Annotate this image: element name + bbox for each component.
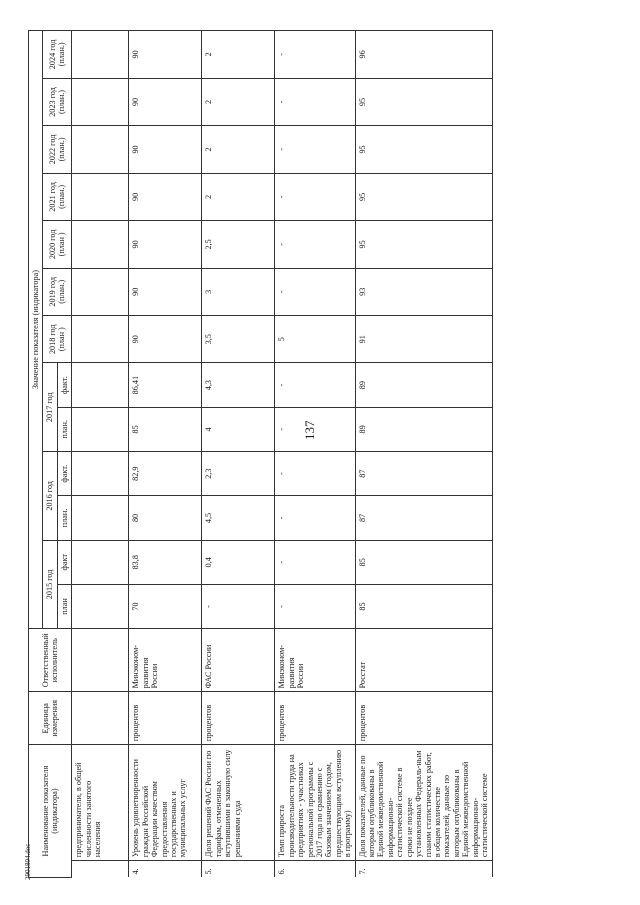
value-cell: 90 [129,268,202,315]
table-row [202,31,275,878]
header-2017-plan: план. [57,407,71,451]
value-cell: 96 [355,31,492,79]
indicators-table [28,30,493,878]
header-2015-plan: план [57,584,71,628]
table-row [275,31,355,878]
value-cell: 90 [129,173,202,220]
table-row [129,31,202,878]
value-cell: 2 [202,31,275,79]
indicator-name: Темп прироста производительности труда на предприятиях - участниках региональной программы с 2017 года по сравнению с базовым значением (годом, предшествующим вступлению в программу) [275,745,355,861]
value-cell: - [275,407,355,451]
value-cell: 95 [355,173,492,220]
value-cell: 82,9 [129,452,202,496]
value-cell: 95 [355,221,492,268]
value-cell: 3 [202,268,275,315]
value-cell: - [275,452,355,496]
indicator-name: Доля решений ФАС России по тарифам, отмененных вступившими в законную силу решениями суда [202,745,275,861]
continuation-text: предприниматели, в общей численности занятого населения [72,745,129,861]
value-cell: 90 [129,126,202,173]
rotated-table-region [28,30,612,878]
unit-cell: процентов [355,692,492,745]
row-number: 6. [275,861,355,878]
value-cell: - [275,78,355,125]
value-cell: 83,8 [129,540,202,584]
header-responsible: Ответственный исполнитель [29,629,72,692]
header-2023: 2023 год (план.) [43,78,72,125]
header-values-group: Значение показателя (индикатора) [29,31,43,629]
indicator-name: Уровень удовлетворенности граждан Российской Федерации качеством предоставления государственных и муниципальных услуг [129,745,202,861]
value-cell: 85 [129,407,202,451]
header-unit: Единица измерения [29,692,72,745]
value-cell: - [275,221,355,268]
value-cell: 95 [355,78,492,125]
value-cell: - [275,173,355,220]
table-row-continuation [72,31,129,878]
header-2019: 2019 год (план.) [43,268,72,315]
table-row [355,31,492,878]
header-2016-plan: план. [57,496,71,540]
value-cell: 0,4 [202,540,275,584]
value-cell: 2,3 [202,452,275,496]
value-cell: 86,41 [129,363,202,407]
responsible-cell: Минэконом-развития России [275,629,355,692]
value-cell: - [275,363,355,407]
value-cell: 90 [129,316,202,363]
header-2016: 2016 год [43,452,57,541]
value-cell: 95 [355,126,492,173]
indicator-name: Доля показателей, данные по которым опубликованы в Единой межведомственной информационно-статистической системе в сроки не позднее установленных Федераль-ным планом статистических работ, в общем количестве показателей, данные по которым опубликованы в Единой межведомственной информационно-статистической системе [355,745,492,861]
value-cell: 2 [202,173,275,220]
value-cell: 90 [129,221,202,268]
value-cell: - [202,584,275,628]
responsible-cell: ФАС России [202,629,275,692]
header-2018: 2018 год (план ) [43,316,72,363]
responsible-cell: Минэконом-развития России [129,629,202,692]
value-cell: 87 [355,496,492,540]
unit-cell: процентов [129,692,202,745]
value-cell: 89 [355,363,492,407]
value-cell: 90 [129,78,202,125]
responsible-cell: Росстат [355,629,492,692]
value-cell: - [275,31,355,79]
header-2015-fact: факт [57,540,71,584]
value-cell: - [275,496,355,540]
header-2021: 2021 год (план.) [43,173,72,220]
value-cell: - [275,584,355,628]
value-cell: 2,5 [202,221,275,268]
value-cell: 89 [355,407,492,451]
value-cell: 85 [355,584,492,628]
header-2016-fact: факт. [57,452,71,496]
value-cell: - [275,540,355,584]
value-cell: 5 [275,316,355,363]
header-2015: 2015 год [43,540,57,629]
value-cell: 3,5 [202,316,275,363]
value-cell: - [275,126,355,173]
unit-cell: процентов [202,692,275,745]
header-2024: 2024 год (план.) [43,31,72,79]
value-cell: 93 [355,268,492,315]
value-cell: 91 [355,316,492,363]
header-name: Наименование показателя (индикатора) [29,745,72,878]
header-2020: 2020 год (план ) [43,221,72,268]
unit-cell: процентов [275,692,355,745]
value-cell: 90 [129,31,202,79]
value-cell: 2 [202,126,275,173]
header-2017: 2017 год [43,363,57,452]
row-number: 7. [355,861,492,878]
footer-filename: 2901804.doc [24,843,32,880]
header-2022: 2022 год (план.) [43,126,72,173]
row-number: 4. [129,861,202,878]
value-cell: 70 [129,584,202,628]
header-2017-fact: факт. [57,363,71,407]
value-cell: 2 [202,78,275,125]
value-cell: 4,3 [202,363,275,407]
value-cell: 4 [202,407,275,451]
value-cell: 87 [355,452,492,496]
value-cell: 80 [129,496,202,540]
value-cell: - [275,268,355,315]
value-cell: 85 [355,540,492,584]
row-number: 5. [202,861,275,878]
page-number: 137 [302,420,317,440]
value-cell: 4,5 [202,496,275,540]
